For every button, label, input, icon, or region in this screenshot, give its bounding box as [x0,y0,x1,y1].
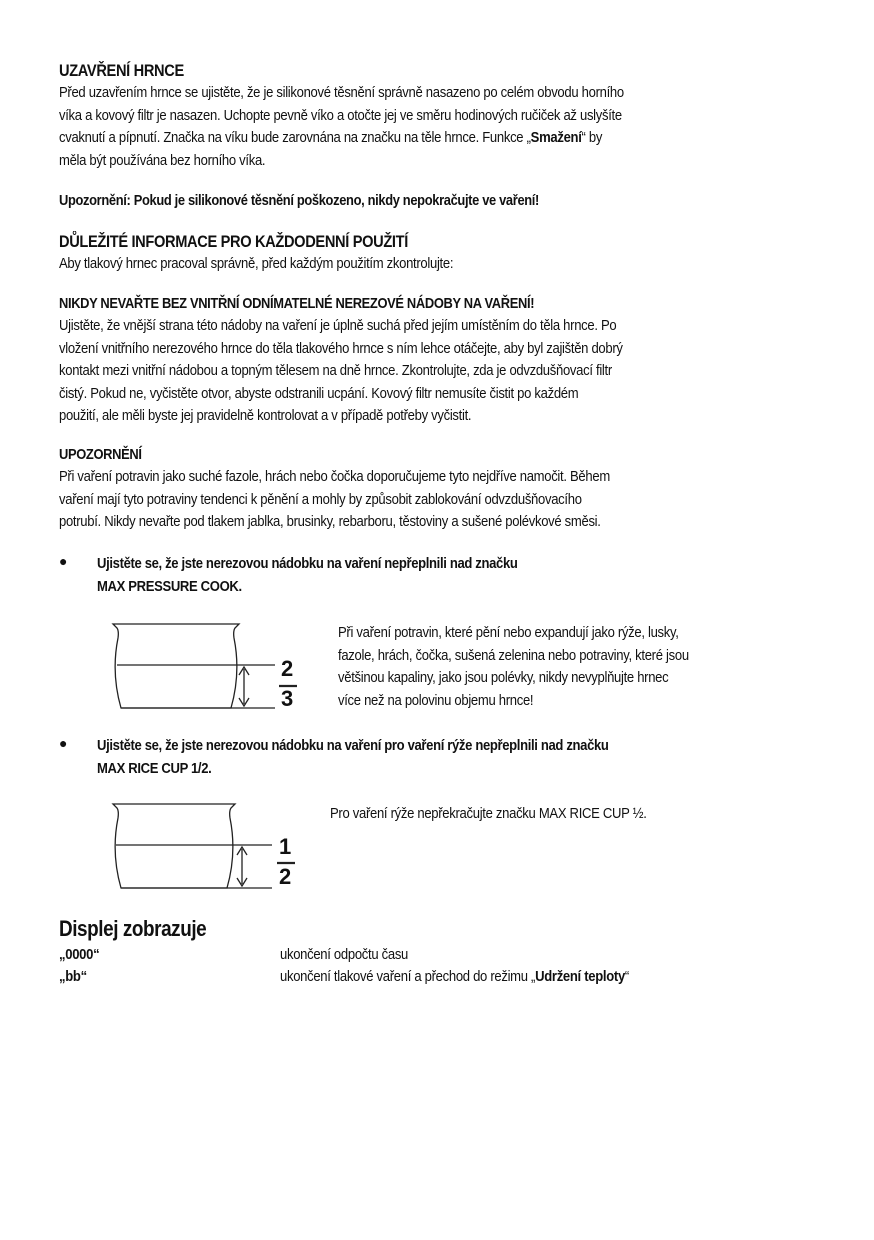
display-code [59,944,106,966]
section-heading: NIKDY NEVAŘTE BEZ VNITŘNÍ ODNÍMATELNÉ NEREZOVÉ NÁDOBY NA VAŘENÍ! [59,295,535,312]
function-name-bold: Smažení [530,129,582,146]
paragraph-line: měla být používána bez horního víka. [59,151,266,169]
paragraph-line: Při vaření potravin jako suché fazole, hrách nebo čočka doporučujeme tyto nejdříve namočit. Během [59,468,610,485]
section-heading: UPOZORNĚNÍ [59,446,142,463]
paragraph-line: Aby tlakový hrnec pracoval správně, před každým použitím zkontrolujte: [59,255,454,272]
paragraph-line: čistý. Pokud ne, vyčistěte otvor, abyste odstranili ucpání. Kovový filtr nemusíte čistit po každém [59,384,579,402]
paragraph-line: vložení vnitřního nerezového hrnce do těla tlakového hrnce s ním lehce otáčejte, aby byl zajištěn dobrý [59,339,623,357]
paragraph-line: Ujistěte, že vnější strana této nádoby na vaření je úplně suchá před jejím umístěním do těla hrnce. Po [59,317,617,334]
section-daily [59,231,874,276]
text-span: “ by [581,129,603,146]
fraction-numerator: 1 [279,834,292,859]
display-description [280,944,429,966]
bullet-line: MAX PRESSURE COOK. [97,577,242,595]
note-line: fazole, hrách, čočka, sušená zelenina nebo potraviny, které jsou [338,646,689,664]
display-code-text: „0000“ [59,946,100,963]
display-heading-text: Displej zobrazuje [59,916,207,941]
note-line: více než na polovinu objemu hrnce! [338,691,534,709]
note-line: většinou kapaliny, jako jsou polévky, nikdy nevyplňujte hrnec [338,669,669,686]
display-code-text: „bb“ [59,968,87,985]
bullet-line: MAX RICE CUP 1/2. [97,759,212,777]
section-heading: DŮLEŽITÉ INFORMACE PRO KAŽDODENNÍ POUŽITÍ [59,232,408,251]
display-description [280,966,686,988]
note-line: Pro vaření rýže nepřekračujte značku MAX RICE CUP ½. [330,805,647,822]
bullet-line: Ujistěte se, že jste nerezovou nádobku na vaření nepřeplnili nad značku [97,555,518,572]
fraction-denominator: 2 [279,864,292,889]
fraction-numerator: 2 [281,656,294,681]
paragraph-line: kontakt mezi vnitřní nádobou a topným tělesem na dně hrnce. Zkontrolujte, zda je odvzdušňovací filtr [59,362,612,379]
text-span: ukončení odpočtu času [280,946,409,963]
paragraph-line: víka a kovový filtr je nasazen. Uchopte pevně víko a otočte jej ve směru hodinových ručiček až uslyšíte [59,106,622,124]
display-code [59,966,91,988]
section-heading: UZAVŘENÍ HRNCE [59,61,184,80]
bullet-icon: ● [59,735,68,751]
pot-fill-level-diagram-icon [105,798,315,899]
text-span: cvaknutí a pípnutí. Značka na víku bude zarovnána na značku na těle hrnce. Funkce „ [59,129,531,146]
fraction-denominator: 3 [281,686,294,711]
section-caution [59,444,874,534]
text-span: “ [624,968,629,985]
paragraph-line: použití, ale měli byste jej pravidelně kontrolovat a v případě potřeby vyčistit. [59,407,472,424]
mode-name-bold: Udržení teploty [535,968,625,985]
warning-text: Upozornění: Pokud je silikonové těsnění poškozeno, nikdy nepokračujte ve vaření! [59,192,540,209]
section-never [59,293,874,428]
display-heading [59,916,230,942]
paragraph-line: vaření mají tyto potraviny tendenci k pěnění a mohly by způsobit zablokování odvzdušňovacího [59,490,582,508]
figure-note [338,622,746,712]
pot-fill-level-diagram-icon [105,618,315,719]
note-line: Při vaření potravin, které pění nebo expandují jako rýže, lusky, [338,624,679,641]
bullet-icon: ● [59,553,68,569]
figure-note [330,803,698,826]
warning-seal [59,190,874,212]
paragraph-line [59,127,624,150]
paragraph-line: potrubí. Nikdy nevařte pod tlakem jablka, brusinky, rebarboru, těstoviny a sušené polévkové směsi. [59,513,601,530]
section-closing [59,60,874,172]
text-span: ukončení tlakové vaření a přechod do režimu „ [280,968,536,985]
paragraph-line: Před uzavřením hrnce se ujistěte, že je silikonové těsnění správně nasazeno po celém obvodu horního [59,84,624,101]
bullet-line: Ujistěte se, že jste nerezovou nádobku na vaření pro vaření rýže nepřeplnili nad značku [97,737,609,754]
